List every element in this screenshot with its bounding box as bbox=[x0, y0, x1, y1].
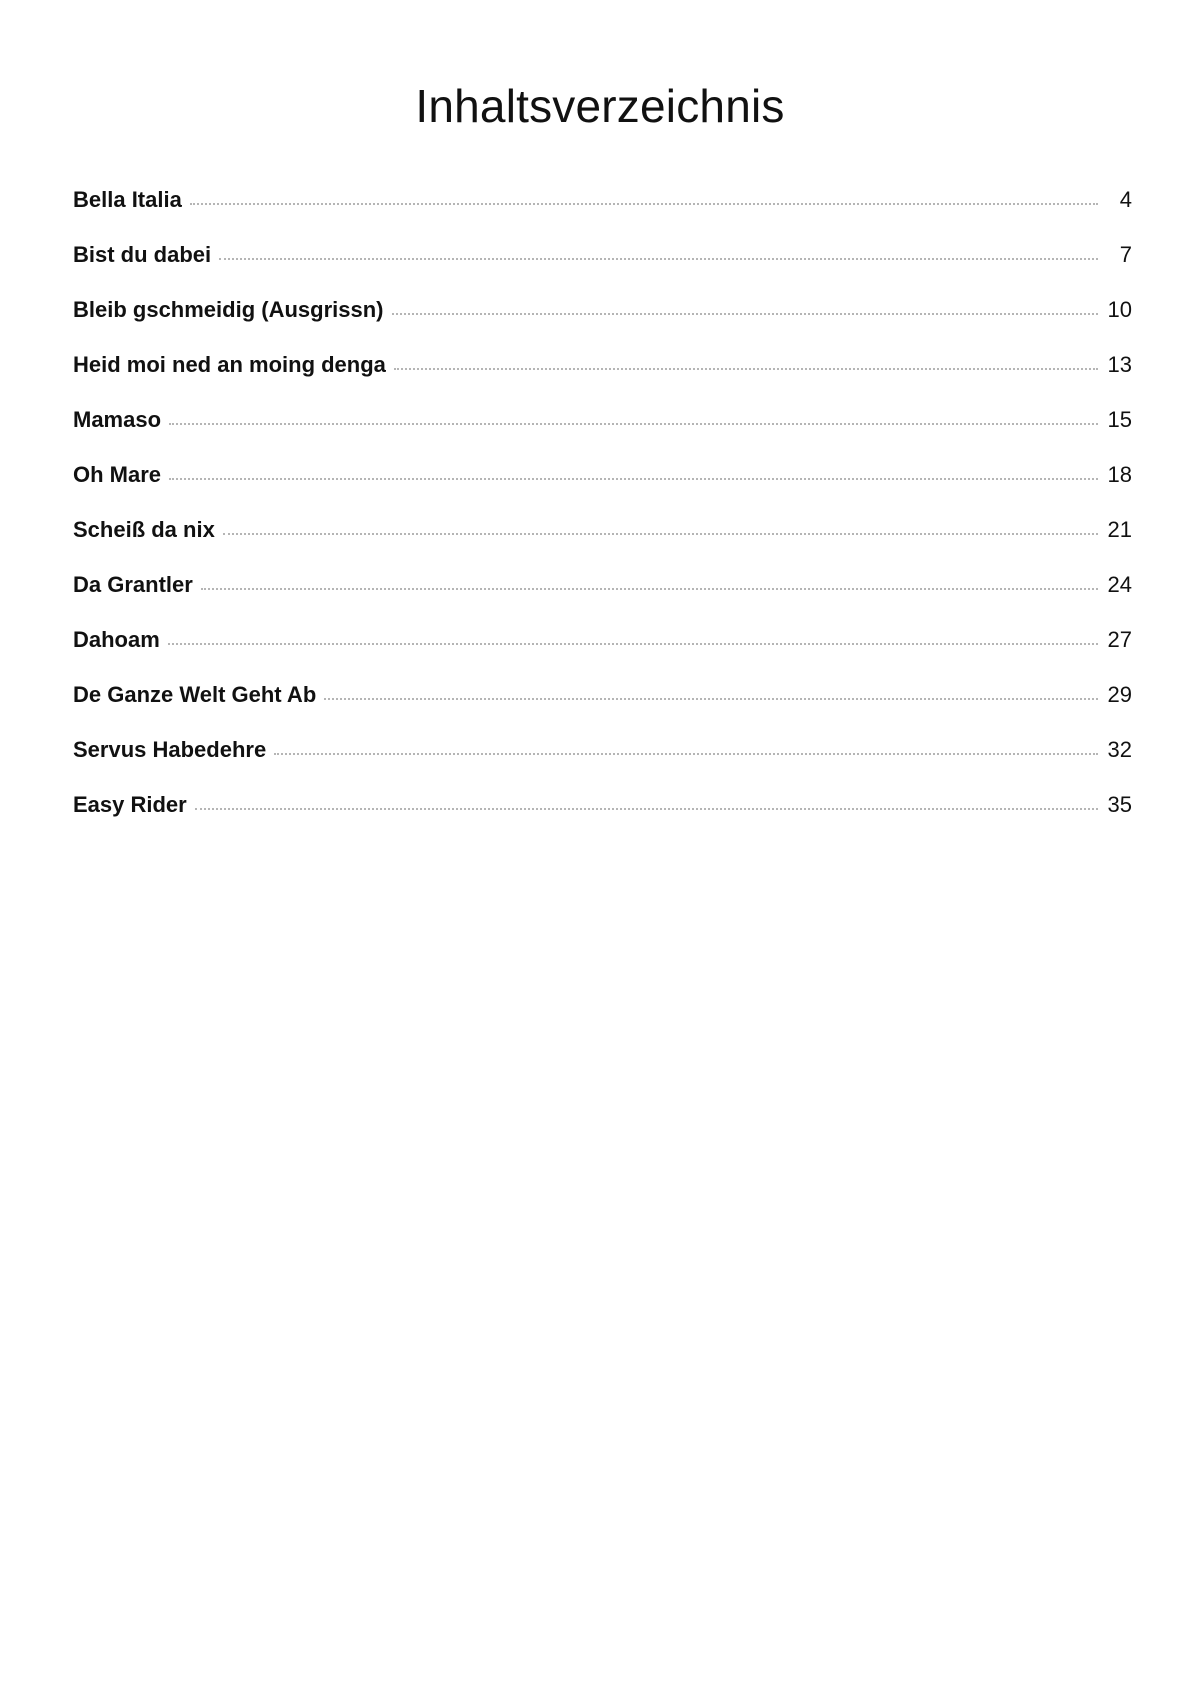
toc-entry-page-number: 35 bbox=[1107, 792, 1132, 817]
toc-entry-title: Bist du dabei bbox=[73, 242, 212, 267]
dot-leader bbox=[169, 478, 1098, 480]
dot-leader bbox=[219, 258, 1098, 260]
toc-entry[interactable] bbox=[73, 395, 1132, 450]
dot-leader bbox=[392, 313, 1099, 315]
toc-entry-page-number: 10 bbox=[1107, 297, 1132, 322]
toc-entry-page-number: 21 bbox=[1107, 517, 1132, 542]
toc-entry[interactable] bbox=[73, 780, 1132, 835]
toc-entry-title: Mamaso bbox=[73, 407, 162, 432]
toc-entry-title: De Ganze Welt Geht Ab bbox=[73, 682, 317, 707]
toc-entry-title: Oh Mare bbox=[73, 462, 162, 487]
dot-leader bbox=[169, 423, 1098, 425]
toc-entry[interactable] bbox=[73, 285, 1132, 340]
toc-entry[interactable] bbox=[73, 230, 1132, 285]
dot-leader bbox=[201, 588, 1098, 590]
toc-entry-page-number: 15 bbox=[1107, 407, 1132, 432]
table-of-contents bbox=[73, 175, 1132, 835]
toc-entry-page-number: 18 bbox=[1107, 462, 1132, 487]
dot-leader bbox=[274, 753, 1098, 755]
toc-entry-page-number: 27 bbox=[1107, 627, 1132, 652]
toc-entry-title: Easy Rider bbox=[73, 792, 187, 817]
dot-leader bbox=[324, 698, 1098, 700]
toc-entry-title: Scheiß da nix bbox=[73, 517, 215, 542]
page-title: Inhaltsverzeichnis bbox=[415, 80, 785, 132]
toc-entry[interactable] bbox=[73, 725, 1132, 780]
toc-entry[interactable] bbox=[73, 670, 1132, 725]
toc-entry-title: Da Grantler bbox=[73, 572, 193, 597]
toc-entry-page-number: 32 bbox=[1107, 737, 1132, 762]
toc-entry-title: Heid moi ned an moing denga bbox=[73, 352, 386, 377]
dot-leader bbox=[168, 643, 1098, 645]
toc-entry-page-number: 7 bbox=[1119, 242, 1132, 267]
dot-leader bbox=[223, 533, 1098, 535]
dot-leader bbox=[190, 203, 1098, 205]
dot-leader bbox=[394, 368, 1098, 370]
toc-entry-page-number: 29 bbox=[1107, 682, 1132, 707]
toc-entry-page-number: 24 bbox=[1107, 572, 1132, 597]
toc-entry-title: Bleib gschmeidig (Ausgrissn) bbox=[73, 297, 384, 322]
dot-leader bbox=[195, 808, 1098, 810]
toc-entry-title: Dahoam bbox=[73, 627, 160, 652]
toc-entry-page-number: 4 bbox=[1119, 187, 1132, 212]
toc-entry[interactable] bbox=[73, 340, 1132, 395]
toc-entry[interactable] bbox=[73, 615, 1132, 670]
toc-entry[interactable] bbox=[73, 450, 1132, 505]
toc-entry-title: Bella Italia bbox=[73, 187, 182, 212]
toc-entry[interactable] bbox=[73, 505, 1132, 560]
toc-entry[interactable] bbox=[73, 175, 1132, 230]
toc-entry[interactable] bbox=[73, 560, 1132, 615]
toc-entry-title: Servus Habedehre bbox=[73, 737, 267, 762]
toc-entry-page-number: 13 bbox=[1107, 352, 1132, 377]
